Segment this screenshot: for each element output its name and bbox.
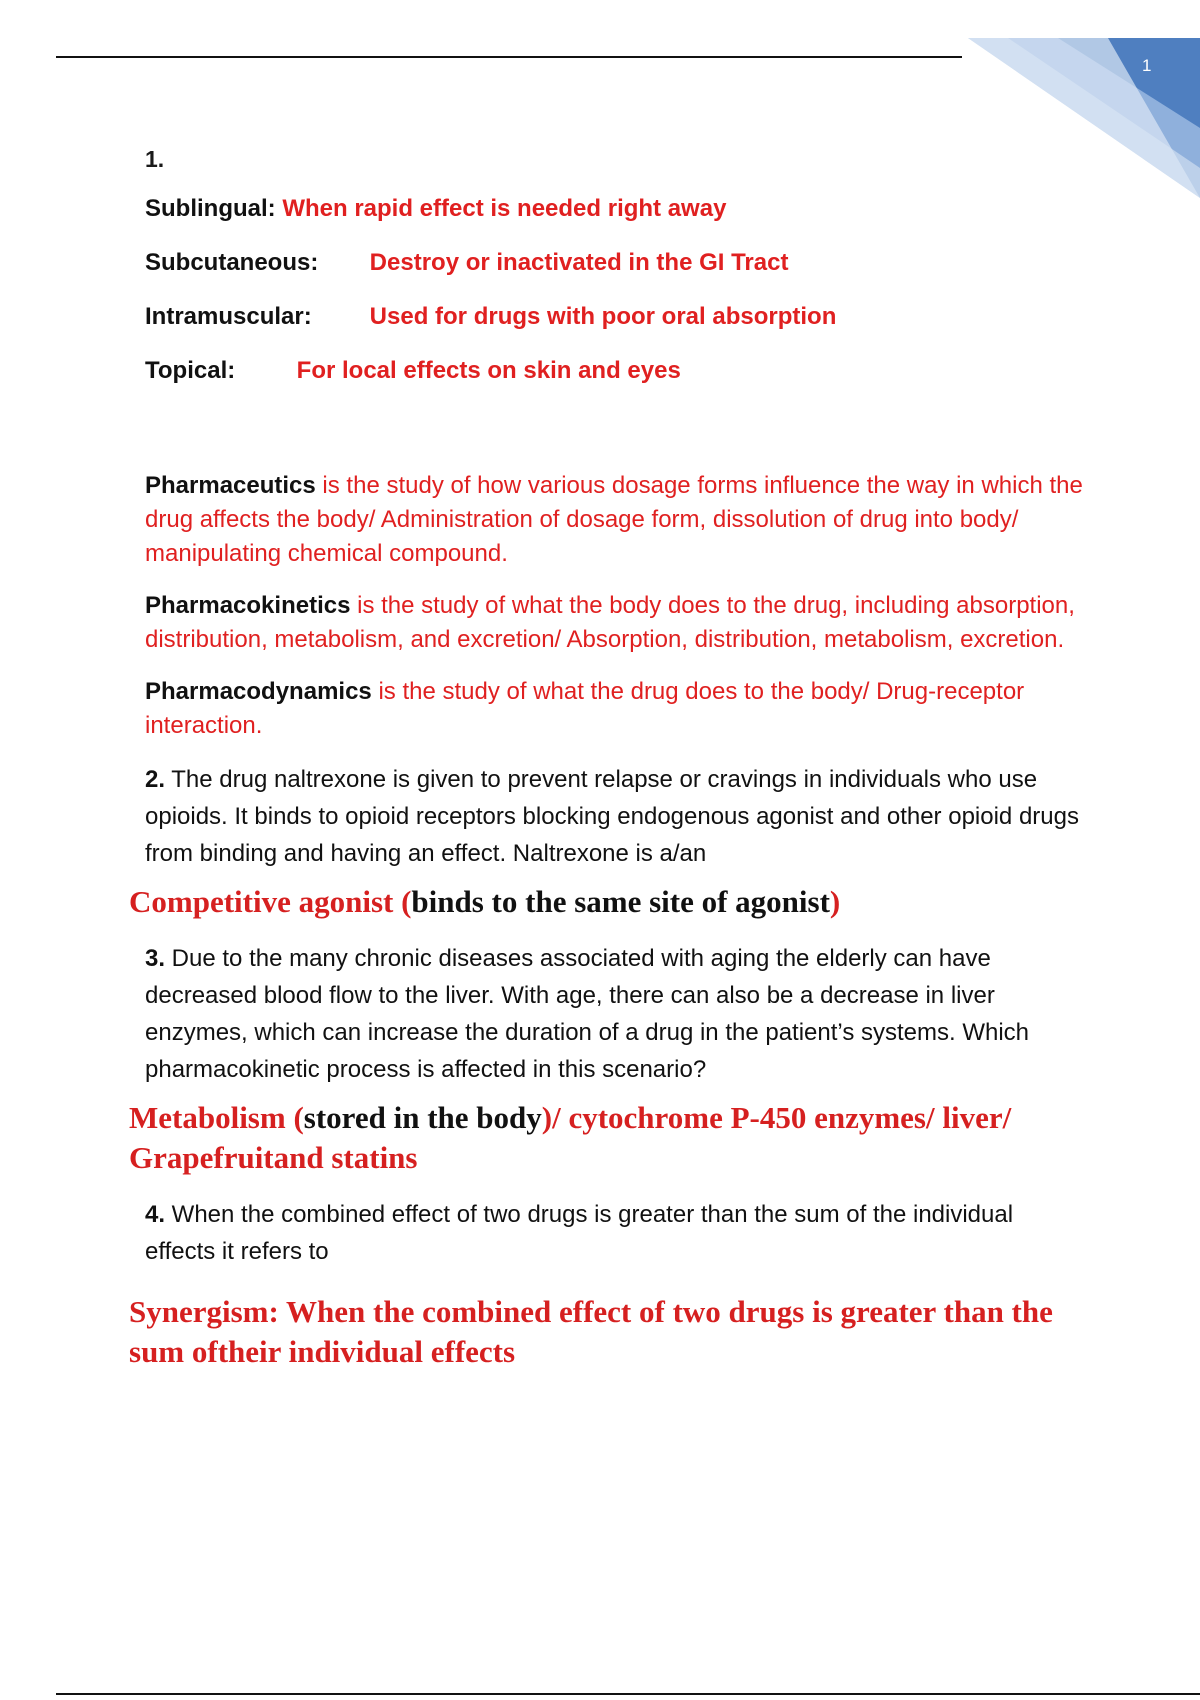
route-topical [145,357,1085,385]
page-number: 1 [1142,56,1152,75]
route-sublingual [145,195,1085,223]
answer-red-text: Competitive agonist ( [129,884,412,919]
question-3 [145,940,1085,1088]
question-text: When the combined effect of two drugs is greater than the sum of the individual effects it refers to [145,1201,1014,1265]
route-answer: Used for drugs with poor oral absorption [369,303,837,330]
answer-rest: )/ cytochrome P-450 enzymes/ liver/ Grapefruitand statins [129,1100,1012,1175]
answer-3 [129,1098,1085,1178]
route-term: Subcutaneous: [145,249,319,276]
question-number: 2. [145,766,166,793]
definition-pharmacokinetics [145,589,1085,657]
question-text: Due to the many chronic diseases associated with aging the elderly can have decreased blood flow to the liver. With age, there can also be a decrease in liver enzymes, which can increase the duration of a drug in the patient’s systems. Which pharmacokinetic process is affected in this scenario? [145,945,1030,1083]
route-answer: Destroy or inactivated in the GI Tract [369,249,789,276]
question-number: 4. [145,1201,166,1228]
definition-text: is the study of how various dosage forms influence the way in which the drug affects the body/ Administration of dosage form, dissolution of drug into body/ manipulating chemical compound. [145,472,1083,567]
answer-2 [129,882,1085,922]
question-4 [145,1196,1085,1270]
header-rule [56,56,962,58]
route-term: Topical: [145,357,236,384]
definition-pharmaceutics [145,469,1085,571]
definition-pharmacodynamics [145,675,1085,743]
definition-term: Pharmaceutics [145,472,316,499]
question-1-number: 1. [145,146,165,172]
route-intramuscular [145,303,1085,331]
document-body [129,146,1085,1390]
route-term: Sublingual: [145,195,276,222]
answer-close: ) [829,884,841,919]
route-subcutaneous [145,249,1085,277]
route-term: Intramuscular: [145,303,312,330]
definition-term: Pharmacokinetics [145,592,351,619]
definition-text: is the study of what the body does to the drug, including absorption, distribution, metabolism, and excretion/ Absorption, distribution, metabolism, excretion. [145,592,1075,653]
answer-note: binds to the same site of agonist [411,884,830,919]
route-answer: When rapid effect is needed right away [282,195,727,222]
route-answer: For local effects on skin and eyes [296,357,681,384]
answer-red-text: Metabolism ( [129,1100,304,1135]
footer-rule [56,1693,1200,1695]
question-text: The drug naltrexone is given to prevent relapse or cravings in individuals who use opioids. It binds to opioid receptors blocking endogenous agonist and other opioid drugs from binding and having an effect. Naltrexone is a/an [145,766,1079,867]
question-2 [145,761,1085,872]
definition-term: Pharmacodynamics [145,678,372,705]
definition-text: is the study of what the drug does to the body/ Drug-receptor interaction. [145,678,1025,739]
answer-note: stored in the body [303,1100,542,1135]
answer-4: Synergism: When the combined effect of two drugs is greater than the sum oftheir individual effects [129,1294,1053,1369]
question-number: 3. [145,945,166,972]
